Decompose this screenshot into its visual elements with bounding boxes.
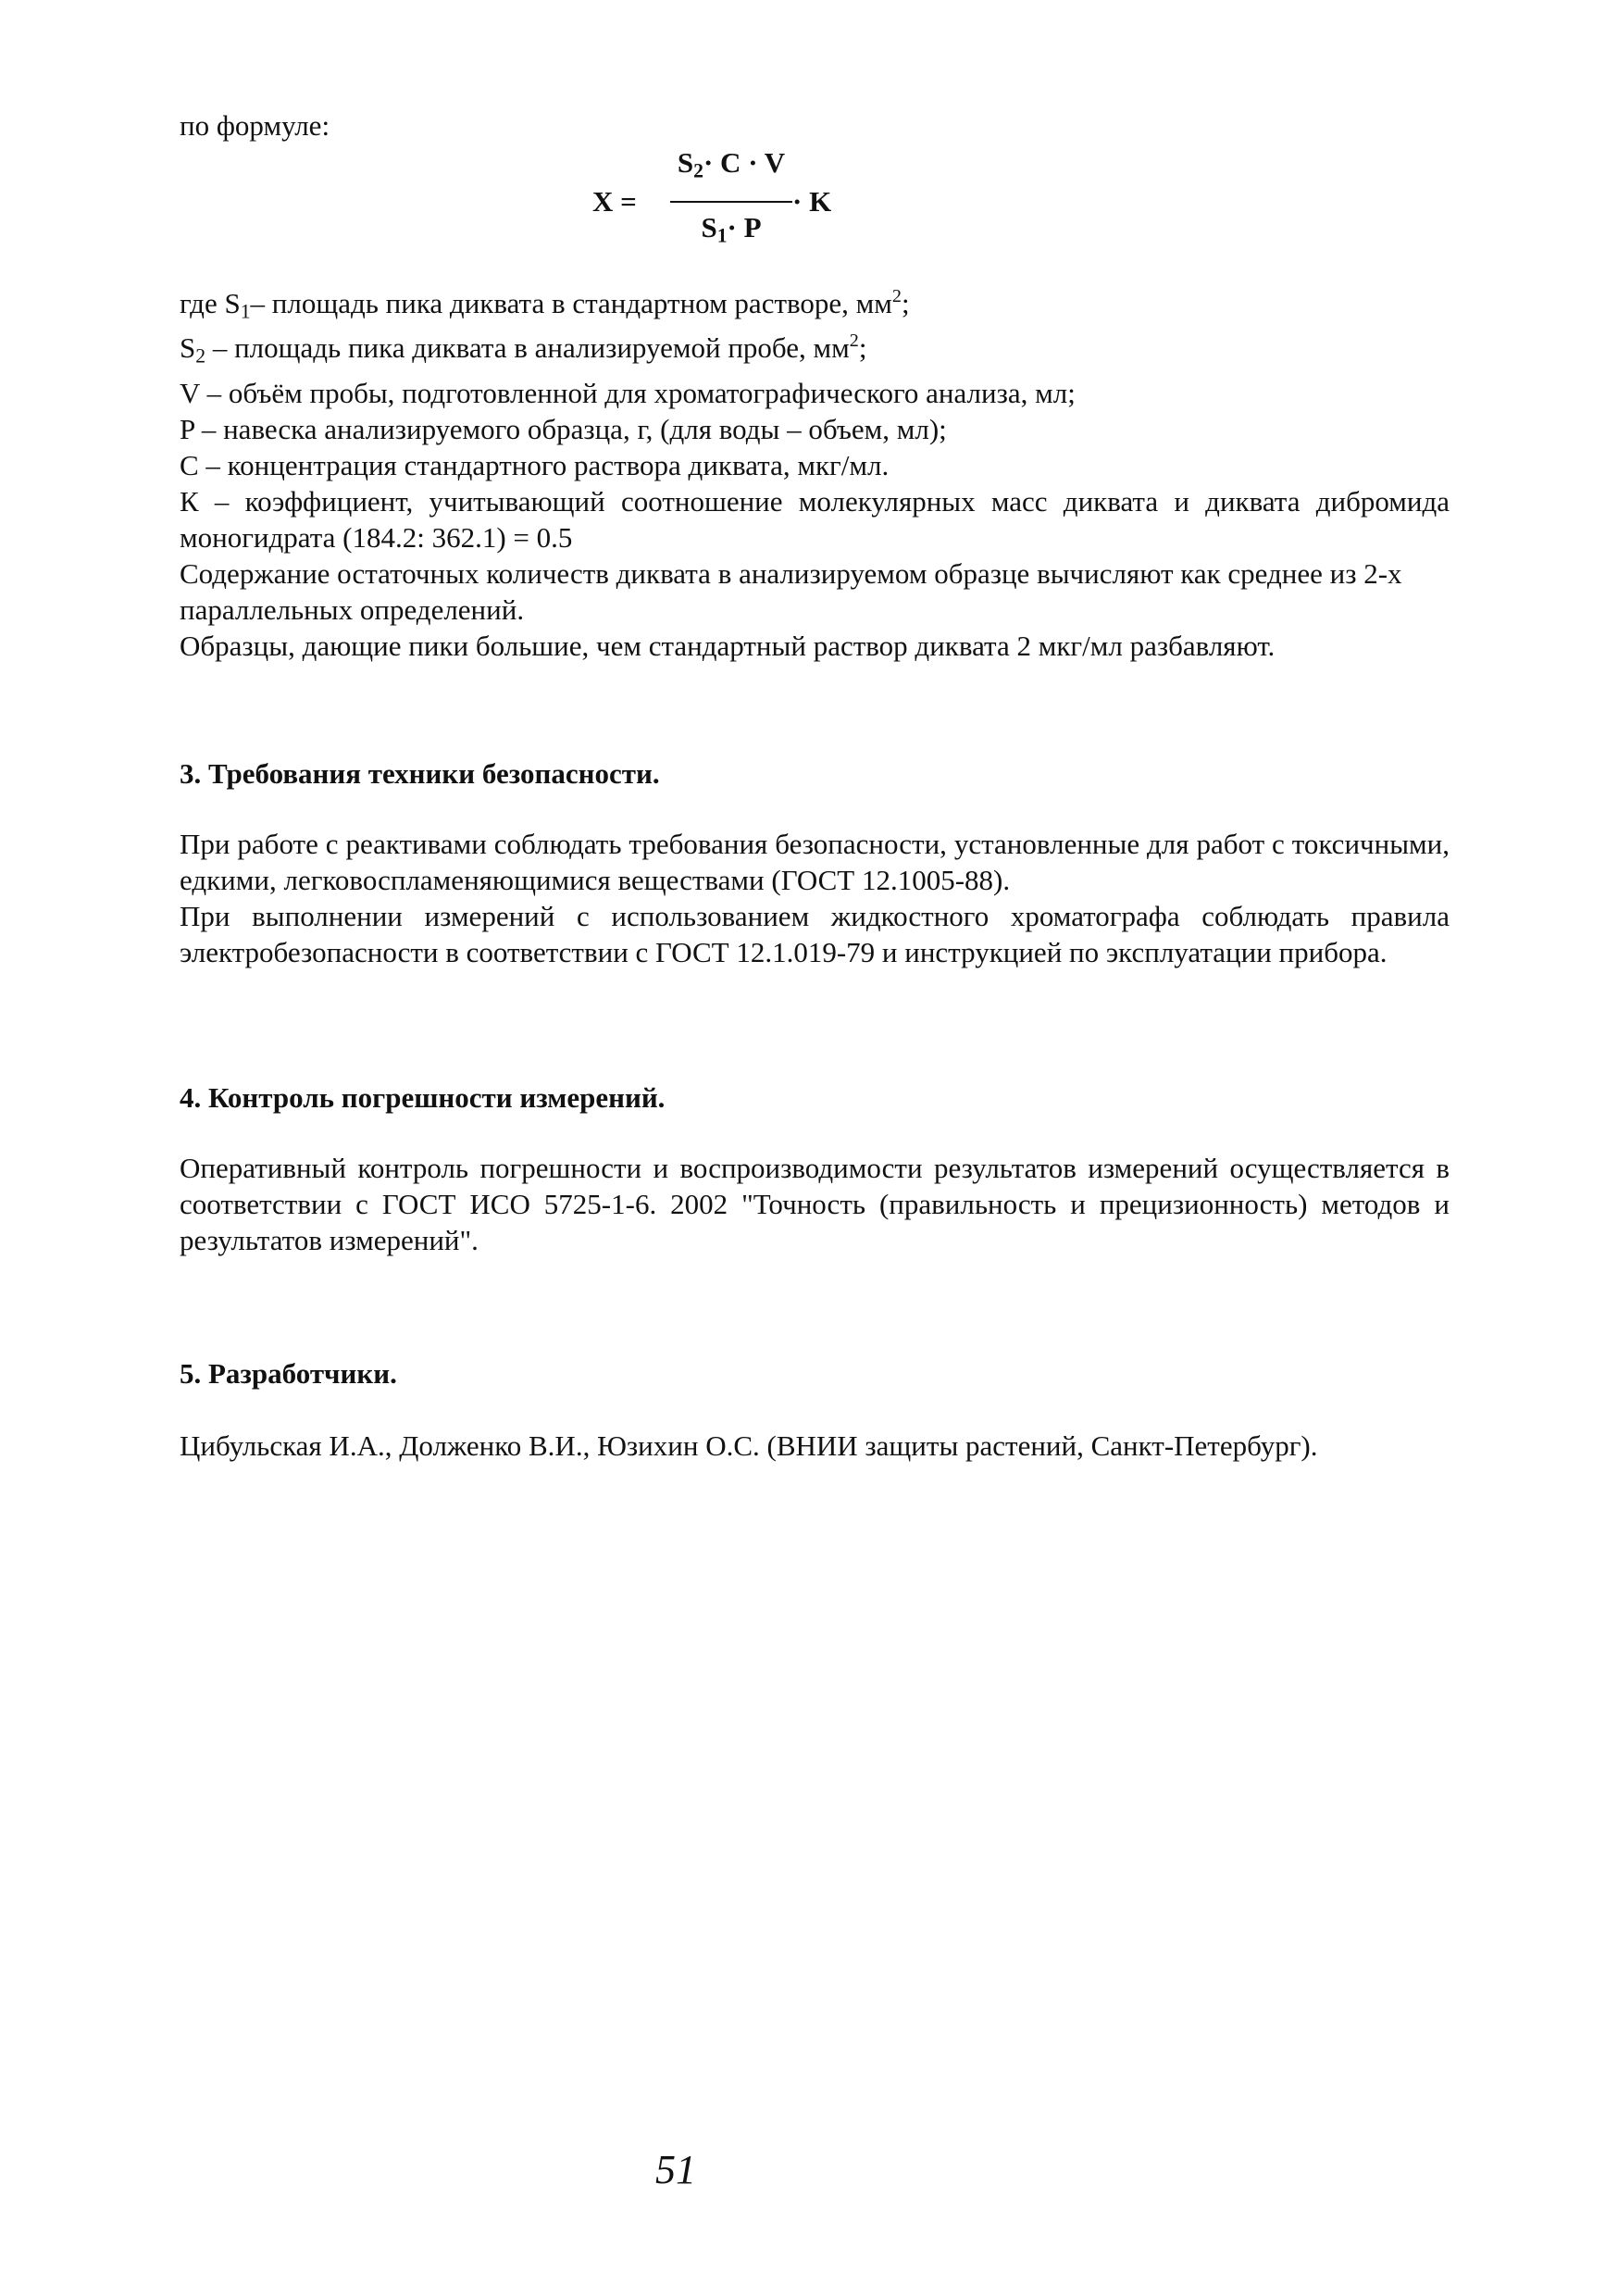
section3-body <box>180 826 1450 970</box>
section5-p1: Цибульская И.А., Долженко В.И., Юзихин О.С. (ВНИИ защиты растений, Санкт-Петербург). <box>180 1429 1318 1462</box>
def-s1-b: – площадь пика диквата в стандартном растворе, мм <box>250 287 892 319</box>
def-s2-sup: 2 <box>849 331 859 352</box>
def-s2-sub: 2 <box>195 344 206 368</box>
def-s1-sub: 1 <box>240 300 251 323</box>
section4-p1: Оперативный контроль погрешности и воспроизводимости результатов измерений осуществляется в соответствии с ГОСТ ИСО 5725-1-6. 2002 "Точность (правильность и прецизионность) методов и результатов измерений". <box>180 1152 1450 1256</box>
formula-num-symbol: S <box>677 146 694 179</box>
def-s1-sup: 2 <box>891 285 902 306</box>
section3-p1: При работе с реактивами соблюдать требования безопасности, установленные для работ с токсичными, едкими, легковоспламеняющимися веществами (ГОСТ 12.1005-88). <box>180 828 1450 896</box>
def-s1-a: где S <box>180 287 241 319</box>
section3-heading: 3. Требования техники безопасности. <box>180 757 660 790</box>
section4-heading: 4. Контроль погрешности измерений. <box>180 1081 666 1114</box>
section5-body <box>180 1428 1450 1464</box>
def-v: V – объём пробы, подготовленной для хроматографического анализа, мл; <box>180 376 1076 409</box>
def-s1 <box>180 285 1450 330</box>
formula-denominator <box>666 211 796 247</box>
formula <box>592 146 870 257</box>
def-s2-b: – площадь пика диквата в анализируемой пробе, мм <box>205 331 850 365</box>
def-s2-c: ; <box>858 331 867 365</box>
section3-p2: При выполнении измерений с использованием жидкостного хроматографа соблюдать правила электробезопасности в соответствии с ГОСТ 12.1.019-79 и инструкцией по эксплуатации прибора. <box>180 900 1450 968</box>
fraction-bar <box>670 201 792 203</box>
def-s2-a: S <box>180 331 196 365</box>
formula-rhs: · K <box>792 185 832 218</box>
section4-body <box>180 1150 1450 1258</box>
definitions <box>180 285 1450 664</box>
def-s1-c: ; <box>902 287 910 319</box>
formula-num-subscript: 2 <box>693 159 703 182</box>
def-c: C – концентрация стандартного раствора диквата, мкг/мл. <box>180 448 890 481</box>
formula-intro: по формуле: <box>180 109 330 142</box>
formula-den-rest: · P <box>727 211 762 243</box>
formula-num-rest: · C · V <box>703 146 786 179</box>
dilution-note: Образцы, дающие пики большие, чем стандартный раствор диквата 2 мкг/мл разбавляют. <box>180 629 1276 662</box>
def-s2 <box>180 330 1450 374</box>
formula-den-subscript: 1 <box>716 224 728 247</box>
def-p: P – навеска анализируемого образца, г, (для воды – объем, мл); <box>180 412 947 445</box>
page-number: 51 <box>655 2147 696 2192</box>
formula-lhs: X = <box>592 185 637 218</box>
formula-den-symbol: S <box>701 211 717 243</box>
section5-heading: 5. Разработчики. <box>180 1357 397 1390</box>
average-note: Содержание остаточных количеств диквата в анализируемом образце вычисляют как среднее из 2-х параллельных определений. <box>180 556 1402 626</box>
formula-numerator <box>666 146 796 182</box>
def-k: К – коэффициент, учитывающий соотношение молекулярных масс диквата и диквата дибромида моногидрата (184.2: 362.1) = 0.5 <box>180 484 1450 554</box>
